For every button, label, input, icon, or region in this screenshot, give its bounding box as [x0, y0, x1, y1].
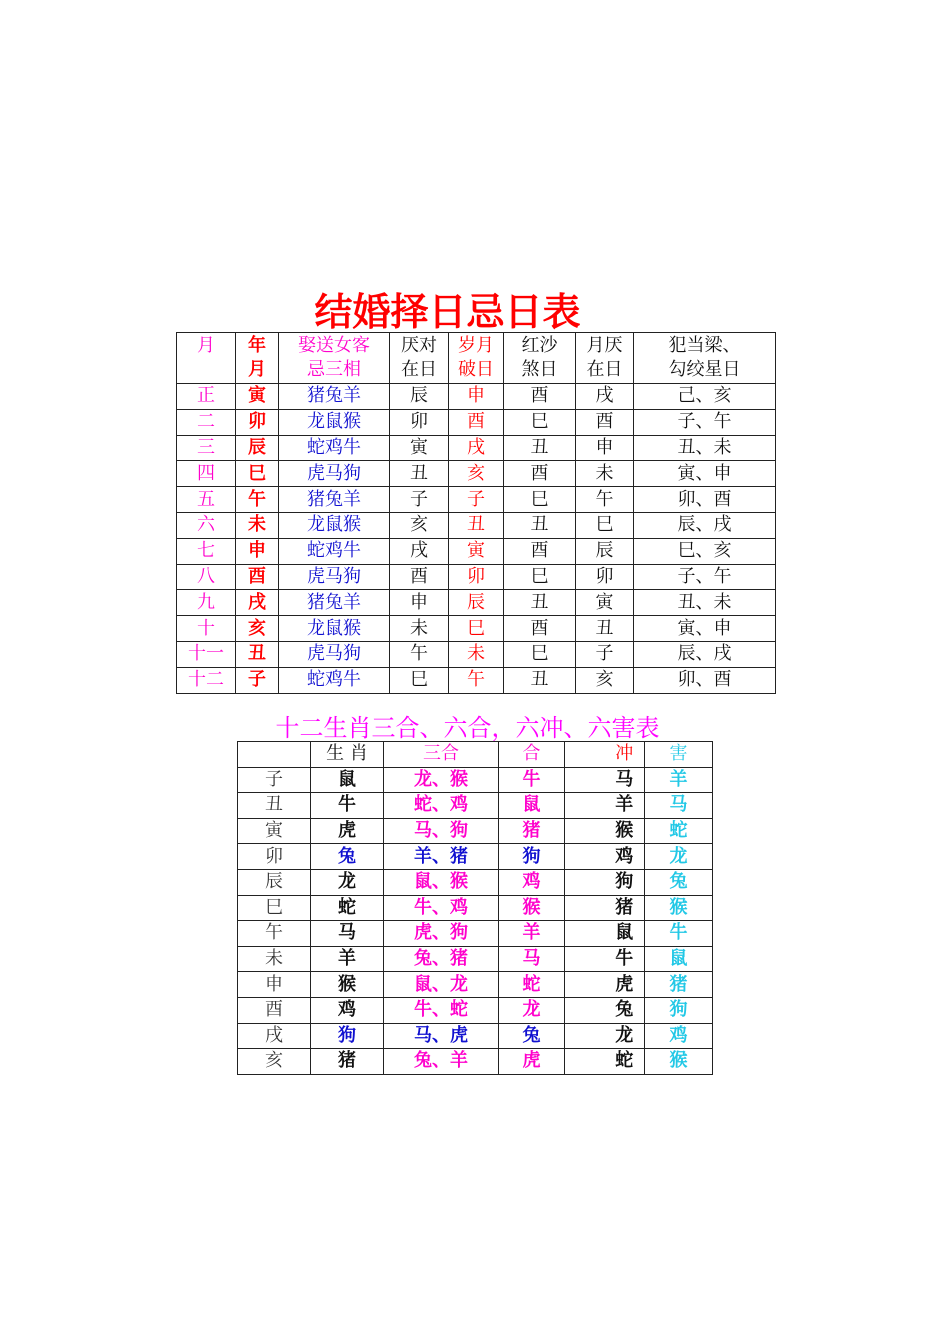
column-header: 生 肖 — [311, 742, 384, 768]
table-cell: 戌 — [449, 435, 504, 461]
table-cell: 猴 — [499, 895, 565, 921]
table-cell: 辰 — [576, 538, 634, 564]
spacer-cell — [565, 921, 605, 947]
table-cell: 丑 — [504, 435, 576, 461]
table-cell: 牛、蛇 — [384, 997, 499, 1023]
table-row — [238, 972, 713, 998]
spacer-cell — [565, 1023, 605, 1049]
column-header — [236, 333, 279, 384]
header-line: 勾绞星日 — [668, 359, 741, 380]
table-cell: 狗 — [645, 997, 713, 1023]
table-cell: 龙鼠猴 — [279, 409, 390, 435]
table-cell: 巳 — [236, 461, 279, 487]
table-cell: 猴 — [645, 895, 713, 921]
table-cell: 兔 — [645, 869, 713, 895]
table-row — [177, 461, 776, 487]
header-line: 煞日 — [521, 359, 558, 380]
zodiac-relations-table — [237, 741, 713, 1075]
table-cell: 猪 — [499, 818, 565, 844]
table-cell: 牛 — [645, 921, 713, 947]
table-cell: 卯 — [236, 409, 279, 435]
table-cell: 未 — [236, 512, 279, 538]
column-header — [449, 333, 504, 384]
table-row — [177, 409, 776, 435]
table-cell: 卯 — [576, 564, 634, 590]
table-cell: 五 — [177, 487, 236, 513]
table-cell: 狗 — [499, 844, 565, 870]
spacer-cell — [565, 818, 605, 844]
table-cell: 正 — [177, 384, 236, 410]
table-cell: 蛇 — [605, 1049, 645, 1075]
table-cell: 兔、羊 — [384, 1049, 499, 1075]
table-cell: 马、狗 — [384, 818, 499, 844]
table-cell: 子 — [449, 487, 504, 513]
table-cell: 丑 — [236, 641, 279, 667]
table-cell: 申 — [576, 435, 634, 461]
table-cell: 狗 — [311, 1023, 384, 1049]
spacer-cell — [565, 1049, 605, 1075]
table-cell: 丑 — [390, 461, 449, 487]
table-cell: 狗 — [605, 869, 645, 895]
table-cell: 辰、戌 — [634, 641, 776, 667]
table-cell: 羊 — [645, 767, 713, 793]
table-cell: 亥 — [576, 667, 634, 693]
table-row — [238, 946, 713, 972]
spacer-cell — [565, 767, 605, 793]
table-cell: 酉 — [238, 997, 311, 1023]
table-cell: 午 — [390, 641, 449, 667]
table-cell: 酉 — [504, 616, 576, 642]
table-cell: 丑 — [576, 616, 634, 642]
column-header — [390, 333, 449, 384]
column-header — [576, 333, 634, 384]
table-cell: 羊 — [605, 793, 645, 819]
header-line: 厌对 — [401, 335, 437, 356]
table-cell: 午 — [238, 921, 311, 947]
spacer-cell — [565, 844, 605, 870]
table-cell: 猪 — [311, 1049, 384, 1075]
table-cell: 巳 — [504, 641, 576, 667]
table-cell: 虎马狗 — [279, 461, 390, 487]
spacer-cell — [565, 972, 605, 998]
table-cell: 寅、申 — [634, 461, 776, 487]
table-cell: 巳、亥 — [634, 538, 776, 564]
header-line: 年 — [248, 335, 266, 356]
table-cell: 酉 — [449, 409, 504, 435]
table-row — [238, 869, 713, 895]
table-cell: 蛇 — [499, 972, 565, 998]
page-title: 结婚择日忌日表 — [314, 290, 581, 334]
table-cell: 丑 — [504, 590, 576, 616]
table-row — [238, 1049, 713, 1075]
table-cell: 酉 — [390, 564, 449, 590]
table-cell: 牛 — [605, 946, 645, 972]
table-cell: 鼠、龙 — [384, 972, 499, 998]
table-cell: 兔 — [499, 1023, 565, 1049]
table-cell: 猪 — [645, 972, 713, 998]
table-cell: 鼠、猴 — [384, 869, 499, 895]
table-cell: 龙鼠猴 — [279, 512, 390, 538]
table-cell: 鼠 — [311, 767, 384, 793]
table-cell: 蛇鸡牛 — [279, 667, 390, 693]
column-header — [504, 333, 576, 384]
table-header-row — [177, 333, 776, 384]
spacer-cell — [565, 997, 605, 1023]
table-cell: 戌 — [238, 1023, 311, 1049]
table-cell: 巳 — [504, 564, 576, 590]
header-line: 红沙 — [521, 335, 558, 356]
table-cell: 鸡 — [499, 869, 565, 895]
table-cell: 辰 — [390, 384, 449, 410]
spacer-cell — [565, 742, 605, 768]
table-cell: 虎 — [311, 818, 384, 844]
table-cell: 戌 — [390, 538, 449, 564]
table-cell: 午 — [236, 487, 279, 513]
table-cell: 虎、狗 — [384, 921, 499, 947]
table-cell: 猴 — [645, 1049, 713, 1075]
table-row — [238, 1023, 713, 1049]
table-header-row — [238, 742, 713, 768]
table-cell: 马 — [499, 946, 565, 972]
wedding-avoid-days-table — [176, 332, 776, 694]
table-cell: 寅、申 — [634, 616, 776, 642]
table-cell: 猪兔羊 — [279, 590, 390, 616]
table-cell: 马、虎 — [384, 1023, 499, 1049]
table-cell: 七 — [177, 538, 236, 564]
column-header — [279, 333, 390, 384]
table-cell: 寅 — [390, 435, 449, 461]
table-cell: 卯 — [238, 844, 311, 870]
header-line: 娶送女客 — [298, 335, 370, 356]
table-row — [177, 384, 776, 410]
table-cell: 十一 — [177, 641, 236, 667]
spacer-cell — [565, 946, 605, 972]
header-line: 月 — [197, 335, 215, 356]
spacer-cell — [565, 869, 605, 895]
table-row — [177, 590, 776, 616]
header-line: 破日 — [458, 359, 494, 380]
table-cell: 丑、未 — [634, 590, 776, 616]
table-cell: 蛇鸡牛 — [279, 538, 390, 564]
table-row — [238, 921, 713, 947]
column-header: 合 — [499, 742, 565, 768]
table-cell: 鸡 — [645, 1023, 713, 1049]
table-cell: 酉 — [504, 461, 576, 487]
table-row — [177, 564, 776, 590]
table-cell: 辰 — [449, 590, 504, 616]
table-cell: 十 — [177, 616, 236, 642]
table-cell: 子、午 — [634, 409, 776, 435]
table-cell: 龙鼠猴 — [279, 616, 390, 642]
table-cell: 丑 — [504, 512, 576, 538]
header-line: 月 — [248, 359, 266, 380]
table-cell: 酉 — [236, 564, 279, 590]
header-line: 忌三相 — [307, 359, 361, 380]
table-row — [177, 538, 776, 564]
table-cell: 猪兔羊 — [279, 487, 390, 513]
table-cell: 羊、猪 — [384, 844, 499, 870]
table-cell: 卯、酉 — [634, 667, 776, 693]
spacer-cell — [565, 895, 605, 921]
table-cell: 巳 — [238, 895, 311, 921]
table-cell: 猪 — [605, 895, 645, 921]
table-cell: 辰 — [236, 435, 279, 461]
table-cell: 龙 — [605, 1023, 645, 1049]
table-row — [177, 616, 776, 642]
table-row — [177, 667, 776, 693]
table-cell: 卯 — [449, 564, 504, 590]
column-header: 害 — [645, 742, 713, 768]
table-cell: 辰、戌 — [634, 512, 776, 538]
column-header — [177, 333, 236, 384]
table-row — [177, 487, 776, 513]
table-row — [238, 997, 713, 1023]
header-line: 在日 — [586, 359, 623, 380]
table-cell: 马 — [605, 767, 645, 793]
table-cell: 鼠 — [645, 946, 713, 972]
table-cell: 戌 — [576, 384, 634, 410]
table-row — [238, 767, 713, 793]
table-cell: 鼠 — [499, 793, 565, 819]
table-cell: 亥 — [238, 1049, 311, 1075]
table-cell: 子 — [390, 487, 449, 513]
table-cell: 午 — [576, 487, 634, 513]
table-cell: 巳 — [390, 667, 449, 693]
table-cell: 未 — [449, 641, 504, 667]
table-cell: 寅 — [236, 384, 279, 410]
table-cell: 马 — [311, 921, 384, 947]
table-cell: 蛇鸡牛 — [279, 435, 390, 461]
header-line: 月厌 — [586, 335, 623, 356]
table-cell: 猴 — [605, 818, 645, 844]
table-cell: 蛇 — [311, 895, 384, 921]
header-line: 在日 — [401, 359, 437, 380]
table-cell: 子 — [236, 667, 279, 693]
table-cell: 巳 — [576, 512, 634, 538]
table-cell: 鸡 — [311, 997, 384, 1023]
table-cell: 己、亥 — [634, 384, 776, 410]
table-cell: 寅 — [238, 818, 311, 844]
table-cell: 巳 — [504, 409, 576, 435]
table-cell: 牛 — [499, 767, 565, 793]
table-cell: 羊 — [311, 946, 384, 972]
table-cell: 寅 — [576, 590, 634, 616]
table-cell: 猪兔羊 — [279, 384, 390, 410]
table-cell: 蛇、鸡 — [384, 793, 499, 819]
table-cell: 戌 — [236, 590, 279, 616]
table-cell: 八 — [177, 564, 236, 590]
column-header — [634, 333, 776, 384]
table-cell: 虎 — [605, 972, 645, 998]
table-cell: 辰 — [238, 869, 311, 895]
table-cell: 子 — [238, 767, 311, 793]
table-row — [238, 793, 713, 819]
column-header: 三合 — [384, 742, 499, 768]
table-cell: 龙 — [499, 997, 565, 1023]
table-row — [238, 844, 713, 870]
table-cell: 兔 — [311, 844, 384, 870]
table-cell: 申 — [390, 590, 449, 616]
table-cell: 寅 — [449, 538, 504, 564]
table-cell: 子 — [576, 641, 634, 667]
table-cell: 未 — [238, 946, 311, 972]
table-cell: 丑 — [449, 512, 504, 538]
table-cell: 酉 — [504, 384, 576, 410]
table-cell: 九 — [177, 590, 236, 616]
table-cell: 未 — [390, 616, 449, 642]
table-cell: 牛、鸡 — [384, 895, 499, 921]
table-cell: 虎 — [499, 1049, 565, 1075]
table-cell: 十二 — [177, 667, 236, 693]
table-cell: 鼠 — [605, 921, 645, 947]
column-header — [238, 742, 311, 768]
table-cell: 丑 — [238, 793, 311, 819]
table-cell: 马 — [645, 793, 713, 819]
table-cell: 丑 — [504, 667, 576, 693]
table-row — [177, 641, 776, 667]
table-cell: 鸡 — [605, 844, 645, 870]
table-cell: 卯 — [390, 409, 449, 435]
table-cell: 虎马狗 — [279, 564, 390, 590]
table-cell: 子、午 — [634, 564, 776, 590]
table-row — [238, 818, 713, 844]
spacer-cell — [565, 793, 605, 819]
table-cell: 三 — [177, 435, 236, 461]
table-cell: 六 — [177, 512, 236, 538]
table-cell: 申 — [236, 538, 279, 564]
table-cell: 巳 — [504, 487, 576, 513]
table-cell: 申 — [449, 384, 504, 410]
column-header: 冲 — [605, 742, 645, 768]
table-cell: 二 — [177, 409, 236, 435]
table-cell: 猴 — [311, 972, 384, 998]
table-row — [238, 895, 713, 921]
table-cell: 亥 — [390, 512, 449, 538]
table-cell: 兔 — [605, 997, 645, 1023]
table-cell: 酉 — [504, 538, 576, 564]
table-cell: 酉 — [576, 409, 634, 435]
table-cell: 龙 — [645, 844, 713, 870]
table-cell: 亥 — [449, 461, 504, 487]
table-cell: 未 — [576, 461, 634, 487]
table-cell: 龙、猴 — [384, 767, 499, 793]
table-row — [177, 435, 776, 461]
table-cell: 丑、未 — [634, 435, 776, 461]
table-cell: 龙 — [311, 869, 384, 895]
table-cell: 兔、猪 — [384, 946, 499, 972]
table-cell: 申 — [238, 972, 311, 998]
table-cell: 巳 — [449, 616, 504, 642]
table-cell: 午 — [449, 667, 504, 693]
table-cell: 四 — [177, 461, 236, 487]
header-line: 犯当梁、 — [668, 335, 741, 356]
header-line: 岁月 — [458, 335, 494, 356]
table-cell: 蛇 — [645, 818, 713, 844]
table-cell: 牛 — [311, 793, 384, 819]
table-cell: 虎马狗 — [279, 641, 390, 667]
zodiac-table-title: 十二生肖三合、六合，六冲、六害表 — [275, 714, 660, 742]
table-cell: 羊 — [499, 921, 565, 947]
table-cell: 卯、酉 — [634, 487, 776, 513]
header-line — [177, 358, 235, 382]
table-cell: 亥 — [236, 616, 279, 642]
table-row — [177, 512, 776, 538]
